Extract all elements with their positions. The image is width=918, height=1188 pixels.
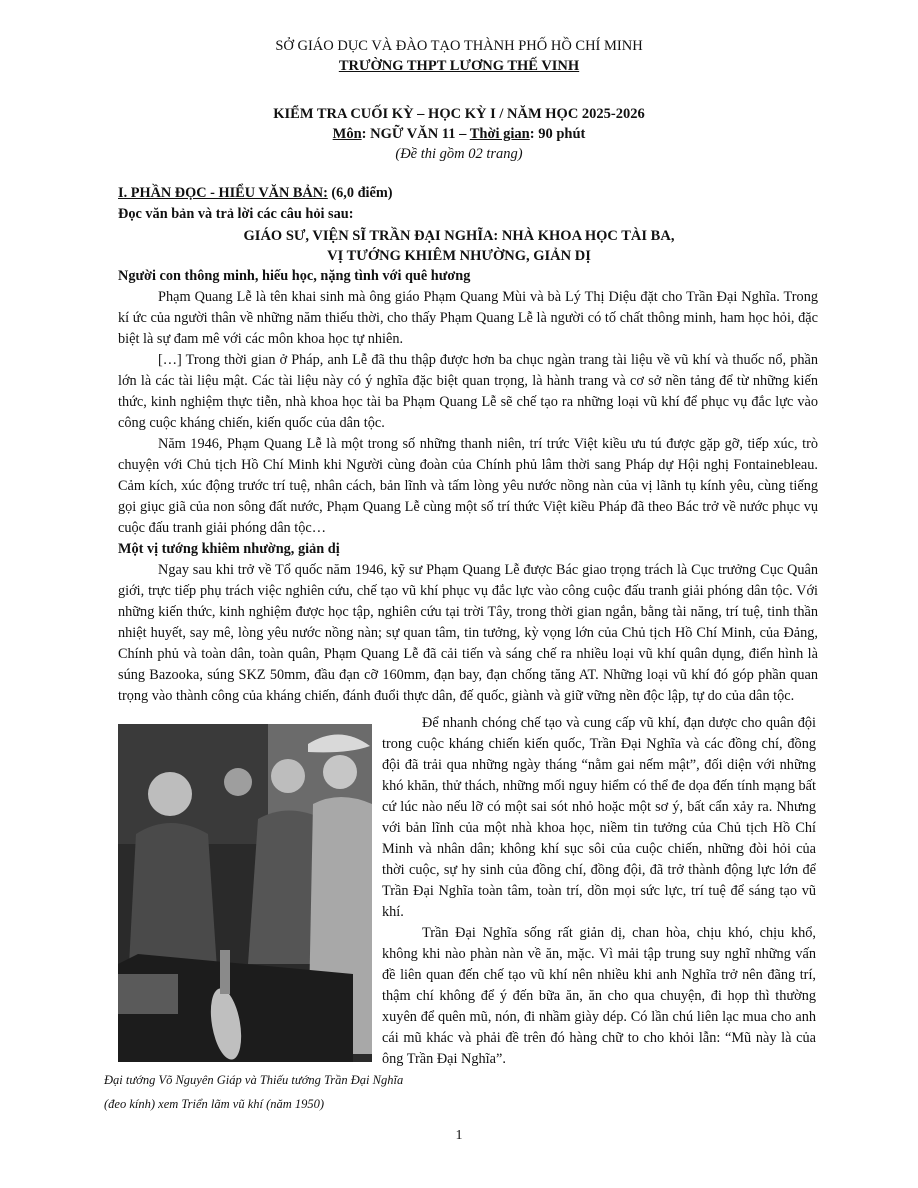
time-label: Thời gian [469,126,530,142]
photo-illustration [118,724,372,1062]
photo-caption: Đại tướng Võ Nguyên Giáp và Thiếu tướng Trần Đại Nghĩa (đeo kính) xem Triển lãm vũ khí (năm 1950) [104,1073,404,1111]
subject-label: Môn [332,126,362,142]
section-instruction: Đọc văn bản và trả lời các câu hỏi sau: [118,206,354,222]
heading-1: Người con thông minh, hiếu học, nặng tình với quê hương [118,268,471,284]
article-body [118,266,818,707]
heading-2: Một vị tướng khiêm nhường, giản dị [118,541,340,557]
section-title: I. PHẦN ĐỌC - HIỂU VĂN BẢN: [118,185,328,201]
right-column-text [382,713,816,1070]
subject-value: : NGỮ VĂN 11 – [361,126,470,142]
subject-line [0,126,918,143]
article-title-line-2: VỊ TƯỚNG KHIÊM NHƯỜNG, GIẢN DỊ [327,248,591,264]
paragraph-6: Trần Đại Nghĩa sống rất giản dị, chan hòa, chịu khó, chịu khổ, không khi nào phàn nàn về ăn, mặc. Vì mải tập trung suy nghĩ những vấn đề liên quan đến chế tạo vũ khí nên nhiều khi anh Nghĩa trở nên đãng trí, thậm chí không để ý đến bữa ăn, ăn cho qua chuyện, đi họp thì thường xuyên để quên mũ, nón, đi nhầm giày dép. Có lần chú liên lạc mua cho anh cái mũ khác và phải đề trên đó hàng chữ to cho khỏi lẫn: “Mũ này là của ông Trần Đại Nghĩa”. [382,925,816,1067]
paragraph-2: […] Trong thời gian ở Pháp, anh Lễ đã thu thập được hơn ba chục ngàn trang tài liệu về vũ khí và thuốc nổ, phần lớn là các tài liệu mật. Các tài liệu này có ý nghĩa đặc biệt quan trọng, là hành trang và cơ sở nền tảng để từ những kiến thức, kinh nghiệm thực tiễn, nhà khoa học tài ba Phạm Quang Lễ sẽ chế tạo ra những loại vũ khí để phục vụ đắc lực vào công cuộc kháng chiến, kiến quốc của dân tộc. [118,352,818,431]
exam-title: KIỂM TRA CUỐI KỲ – HỌC KỲ I / NĂM HỌC 2025-2026 [273,106,645,122]
department-name: SỞ GIÁO DỤC VÀ ĐÀO TẠO THÀNH PHỐ HỒ CHÍ MINH [275,38,643,54]
section-points: (6,0 điểm) [327,185,393,201]
time-value: : 90 phút [529,126,586,142]
historical-photo [118,724,372,1062]
section-header [118,183,818,225]
school-name: TRƯỜNG THPT LƯƠNG THẾ VINH [338,58,580,74]
paragraph-4: Ngay sau khi trở về Tổ quốc năm 1946, kỹ sư Phạm Quang Lễ được Bác giao trọng trách là Cục trưởng Cục Quân giới, trực tiếp phụ trách việc nghiên cứu, chế tạo vũ khí phục vụ đắc lực vào công cuộc đấu tranh giải phóng dân tộc. Với những kiến thức, kinh nghiệm được học tập, nghiên cứu tại trời Tây, trong thời gian ngắn, bằng tài năng, trí tuệ, tinh thần nhiệt huyết, say mê, lòng yêu nước nồng nàn; sự quan tâm, tin tưởng, kỳ vọng lớn của Chủ tịch Hồ Chí Minh, của Đảng, Chính phủ và toàn dân, toàn quân, Phạm Quang Lễ đã cải tiến và sáng chế ra nhiều loại vũ khí quân dụng, điển hình là súng Bazooka, súng SKZ 50mm, đầu đạn cỡ 160mm, đạn bay, đạn chống tăng AT. Những loại vũ khí đó góp phần quan trọng vào thành công của kháng chiến, đánh đuổi thực dân, đế quốc, giành và giữ vững nền độc lập, tự do của dân tộc. [118,562,818,704]
article-title-line-1: GIÁO SƯ, VIỆN SĨ TRẦN ĐẠI NGHĨA: NHÀ KHOA HỌC TÀI BA, [243,228,675,244]
pages-note: (Đề thi gồm 02 trang) [395,146,523,162]
page-number: 1 [455,1128,463,1143]
paragraph-3: Năm 1946, Phạm Quang Lễ là một trong số những thanh niên, trí trức Việt kiều ưu tú được gặp gỡ, tiếp xúc, trò chuyện với Chủ tịch Hồ Chí Minh khi Người cùng đoàn của Chính phủ lâm thời sang Pháp dự Hội nghị Fontainebleau. Cảm kích, xúc động trước trí tuệ, nhân cách, bản lĩnh và tấm lòng yêu nước nồng nàn của vị lãnh tụ kính yêu, cùng tiếng gọi giục giã của non sông đất nước, Phạm Quang Lễ cùng một số trí thức Việt kiều Pháp đã theo Bác trở về nước phục vụ cuộc đấu tranh giải phóng dân tộc… [118,436,818,536]
paragraph-5: Để nhanh chóng chế tạo và cung cấp vũ khí, đạn dược cho quân đội trong cuộc kháng chiến kiến quốc, Trần Đại Nghĩa và các đồng chí, đồng đội đã trải qua những ngày tháng “nằm gai nếm mật”, đối diện với những khó khăn, thử thách, những mối nguy hiểm có thể đe dọa đến tính mạng bất cứ lúc nào nếu lỡ có một sai sót nhỏ hoặc một sơ ý, bất cẩn xảy ra. Nhưng với bản lĩnh của một nhà khoa học, niềm tin tưởng của Chủ tịch Hồ Chí Minh và nhân dân; không khí sục sôi của cuộc chiến, những đòi hỏi của thời cuộc, sự hy sinh của đồng chí, đồng đội, đã trở thành động lực lớn để Trần Đại Nghĩa toàn tâm, toàn trí, dồn mọi sức lực, trí tuệ để sáng tạo vũ khí. [382,715,816,920]
paragraph-1: Phạm Quang Lễ là tên khai sinh mà ông giáo Phạm Quang Mùi và bà Lý Thị Diệu đặt cho Trần Đại Nghĩa. Trong kí ức của người thân về những năm thiếu thời, cho thấy Phạm Quang Lễ là người có tố chất thông minh, ham học hỏi, đặc biệt là sự đam mê với các môn khoa học tự nhiên. [118,289,818,347]
